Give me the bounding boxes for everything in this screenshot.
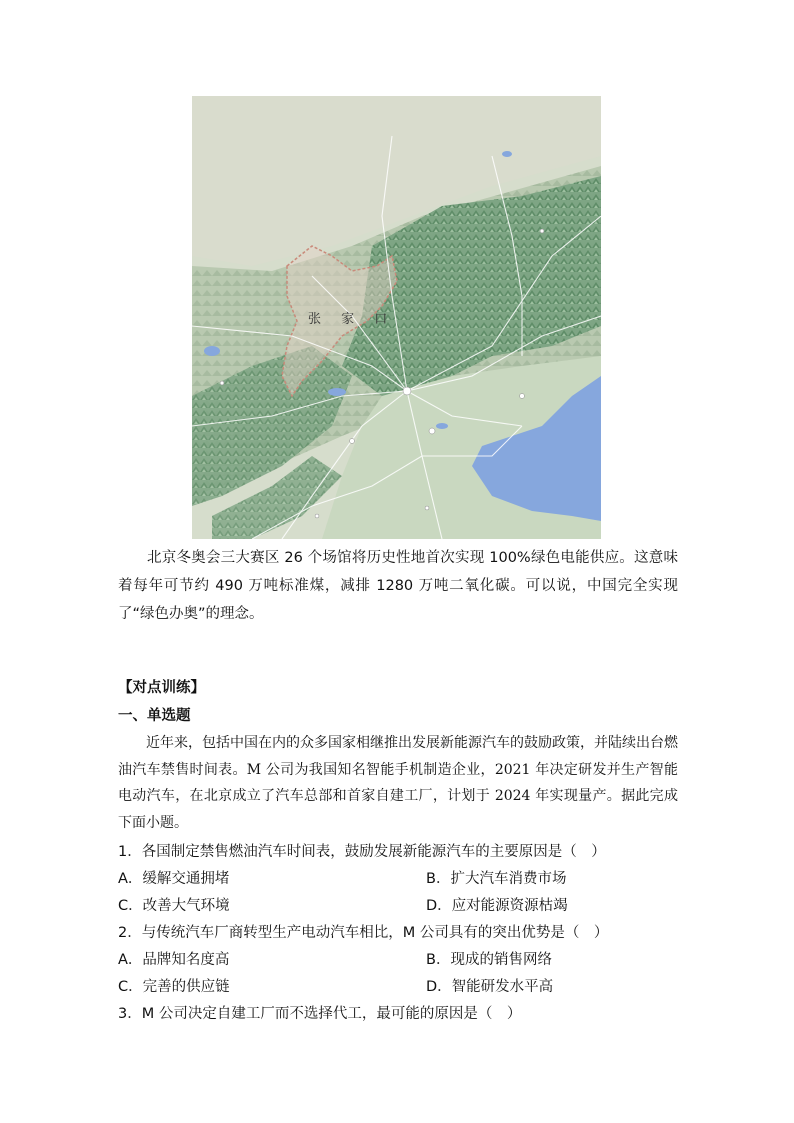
question-1-option-b[interactable]: B．扩大汽车消费市场	[426, 871, 567, 887]
question-1-option-d[interactable]: D．应对能源资源枯竭	[426, 898, 568, 914]
question-1-option-a[interactable]: A．缓解交通拥堵	[118, 871, 230, 887]
terrain-map	[192, 96, 601, 539]
map-graphic	[192, 96, 601, 539]
question-2-option-d[interactable]: D．智能研发水平高	[426, 979, 554, 995]
question-2-stem: 2．与传统汽车厂商转型生产电动汽车相比，M 公司具有的突出优势是（ ）	[118, 925, 609, 941]
question-intro: 近年来，包括中国在内的众多国家相继推出发展新能源汽车的鼓励政策，并陆续出台燃油汽车禁售时间表。M 公司为我国知名智能手机制造企业，2021 年决定研发并生产智能电动汽车，在北京成立了汽车总部和首家自建工厂，计划于 2024 年实现量产。据此完成下面小题。	[118, 735, 678, 831]
section-title: 【对点训练】	[118, 680, 205, 696]
subsection-title: 一、单选题	[118, 708, 191, 724]
question-1-option-c[interactable]: C．改善大气环境	[118, 898, 230, 914]
question-2-option-a[interactable]: A．品牌知名度高	[118, 952, 230, 968]
question-2-option-b[interactable]: B．现成的销售网络	[426, 952, 552, 968]
map-city-label: 张 家 口	[308, 312, 396, 327]
question-3-stem: 3．M 公司决定自建工厂而不选择代工，最可能的原因是（ ）	[118, 1006, 522, 1022]
olympics-paragraph: 北京冬奥会三大赛区 26 个场馆将历史性地首次实现 100%绿色电能供应。这意味着每年可节约 490 万吨标准煤，减排 1280 万吨二氧化碳。可以说，中国完全实现了“绿色办奥”的理念。	[118, 550, 678, 622]
question-2-option-c[interactable]: C．完善的供应链	[118, 979, 230, 995]
question-1-stem: 1．各国制定禁售燃油汽车时间表，鼓励发展新能源汽车的主要原因是（ ）	[118, 844, 606, 860]
